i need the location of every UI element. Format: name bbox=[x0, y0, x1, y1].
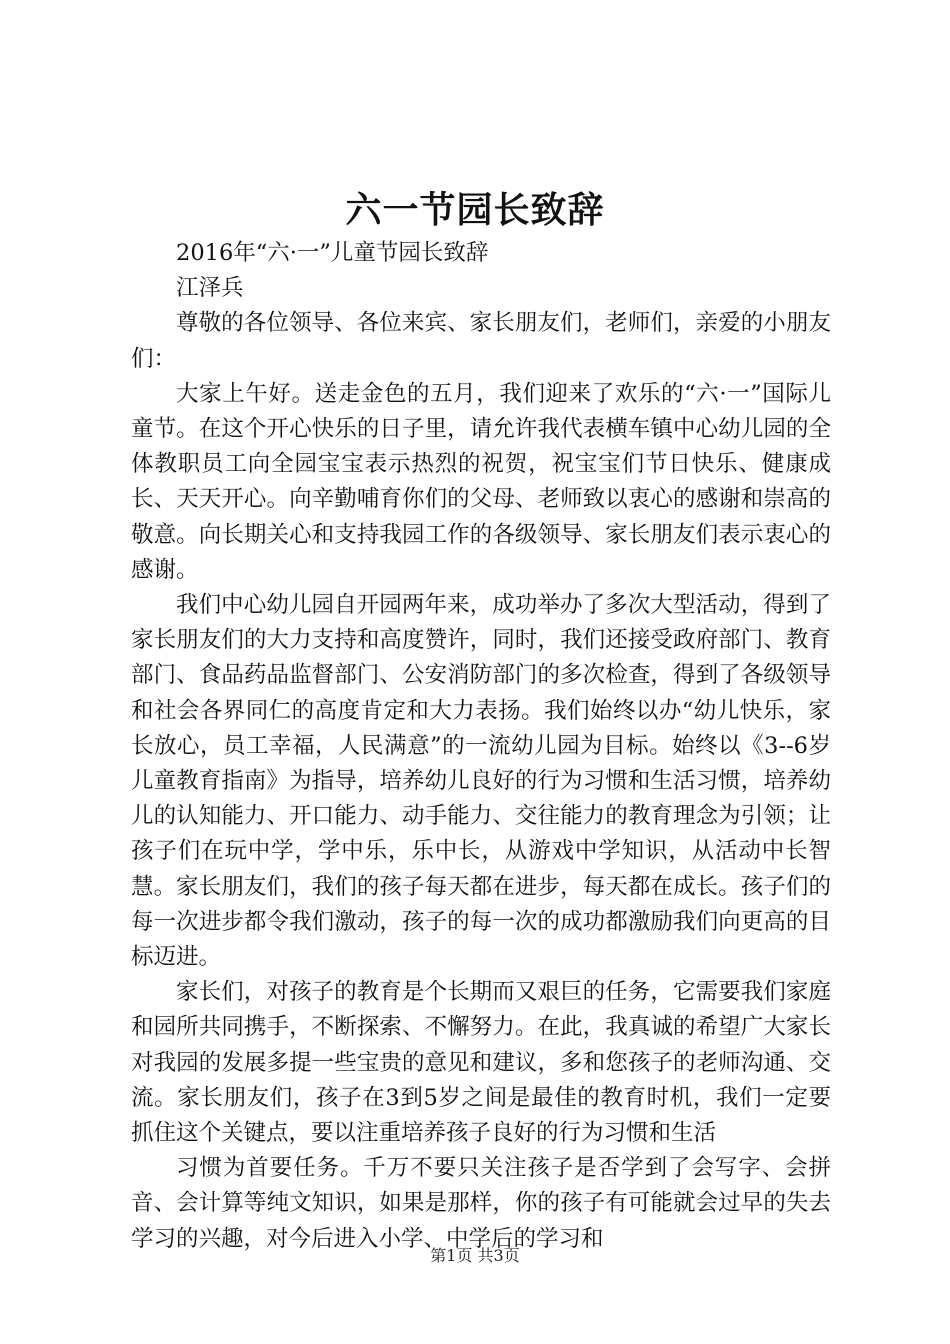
body-paragraph: 大家上午好。送走金色的五月，我们迎来了欢乐的“六·一”国际儿童节。在这个开心快乐的日子里，请允许我代表横车镇中心幼儿园的全体教职员工向全园宝宝表示热烈的祝贺，祝宝宝们节日快乐、健康成长、天天开心。向辛勤哺育你们的父母、老师致以衷心的感谢和崇高的敬意。向长期关心和支持我园工作的各级领导、家长朋友们表示衷心的感谢。 bbox=[131, 380, 831, 583]
page-footer: 第1页 共3页 bbox=[430, 1246, 520, 1265]
body-paragraph: 习惯为首要任务。千万不要只关注孩子是否学到了会写字、会拼音、会计算等纯文知识，如果是那样，你的孩子有可能就会过早的失去学习的兴趣，对今后进入小学、中学后的学习和 bbox=[131, 1155, 831, 1252]
body-paragraph: 家长们，对孩子的教育是个长期而又艰巨的任务，它需要我们家庭和园所共同携手，不断探索、不懈努力。在此，我真诚的希望广大家长对我园的发展多提一些宝贵的意见和建议，多和您孩子的老师沟通、交流。家长朋友们，孩子在3到5岁之间是最佳的教育时机，我们一定要抓住这个关键点，要以注重培养孩子良好的行为习惯和生活 bbox=[131, 979, 831, 1147]
salutation-paragraph: 尊敬的各位领导、各位来宾、家长朋友们，老师们，亲爱的小朋友们： bbox=[131, 310, 831, 372]
document-body bbox=[131, 236, 831, 1257]
body-paragraph: 我们中心幼儿园自开园两年来，成功举办了多次大型活动，得到了家长朋友们的大力支持和高度赞许，同时，我们还接受政府部门、教育部门、食品药品监督部门、公安消防部门的多次检查，得到了各级领导和社会各界同仁的高度肯定和大力表扬。我们始终以办“幼儿快乐，家长放心，员工幸福，人民满意”的一流幼儿园为目标。始终以《3--6岁儿童教育指南》为指导，培养幼儿良好的行为习惯和生活习惯，培养幼儿的认知能力、开口能力、动手能力、交往能力的教育理念为引领；让孩子们在玩中学，学中乐，乐中长，从游戏中学知识，从活动中长智慧。家长朋友们，我们的孩子每天都在进步，每天都在成长。孩子们的每一次进步都令我们激动，孩子的每一次的成功都激励我们向更高的目标迈进。 bbox=[131, 592, 831, 971]
document-title: 六一节园长致辞 bbox=[345, 189, 605, 231]
author-paragraph: 江泽兵 bbox=[176, 275, 244, 302]
subtitle-paragraph: 2016年“六·一”儿童节园长致辞 bbox=[176, 240, 489, 266]
